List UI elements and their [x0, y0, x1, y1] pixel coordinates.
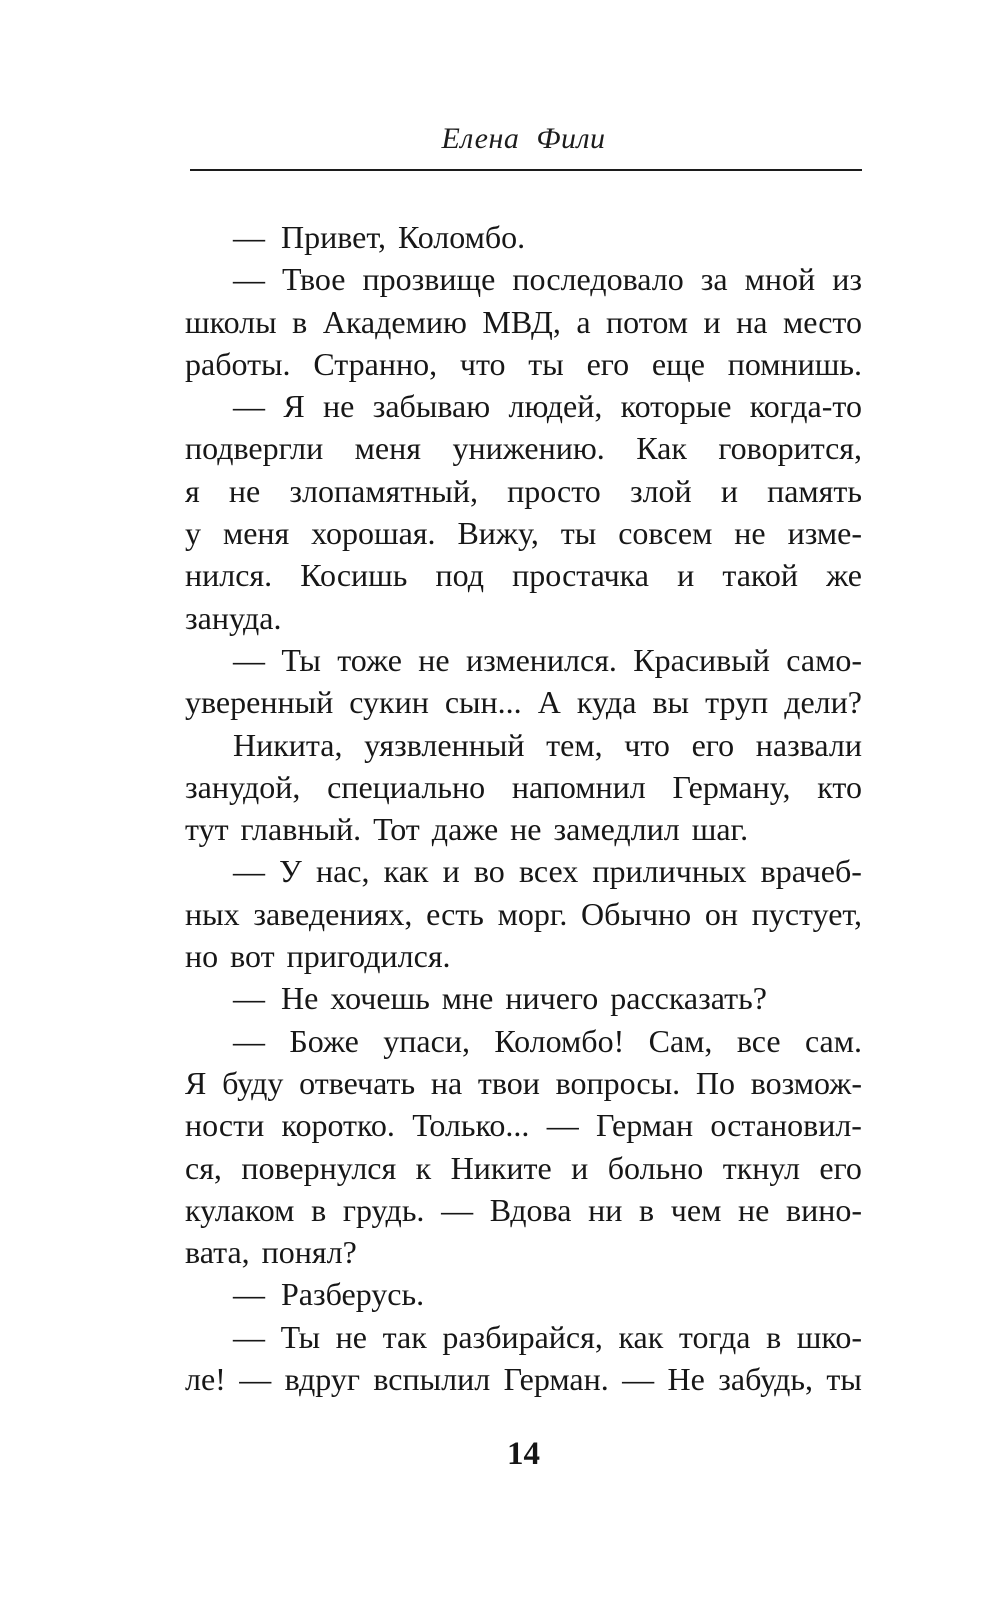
word: ных: [185, 895, 240, 932]
word: А: [537, 684, 561, 721]
word: остановил-: [710, 1107, 862, 1144]
word: Твое: [282, 261, 346, 298]
word: Никита,: [233, 726, 343, 763]
word: что: [624, 726, 670, 763]
word: —: [622, 1361, 655, 1398]
word: и: [571, 1149, 589, 1186]
text-line: [185, 554, 862, 596]
text-line: [185, 385, 862, 427]
word: я: [185, 472, 200, 509]
word: изменился.: [466, 641, 617, 678]
word: из: [832, 261, 862, 298]
word: его: [691, 726, 735, 763]
word: Герману,: [672, 768, 791, 805]
word: Не: [667, 1361, 705, 1398]
word: говорится,: [718, 430, 862, 467]
word: специально: [327, 768, 486, 805]
word: ты: [560, 515, 597, 552]
word: Вижу,: [457, 515, 539, 552]
text-line: но вот пригодился.: [185, 938, 451, 975]
word: не: [228, 472, 261, 509]
word: простачка: [512, 557, 649, 594]
word: Никите: [450, 1149, 552, 1186]
text-line: зануда.: [185, 599, 282, 636]
text-line: [185, 1358, 862, 1400]
text-line: [185, 766, 862, 808]
word: тем,: [546, 726, 603, 763]
word: дели?: [784, 684, 862, 721]
word: просто: [507, 472, 601, 509]
word: такой: [722, 557, 798, 594]
word: кто: [817, 768, 862, 805]
word: —: [233, 853, 265, 890]
word: кулаком: [185, 1191, 295, 1228]
word: школы: [185, 303, 277, 340]
text-line: — Не хочешь мне ничего рассказать?: [233, 980, 767, 1017]
word: хорошая.: [311, 515, 436, 552]
text-line: [185, 427, 862, 469]
word: унижению.: [452, 430, 605, 467]
header-rule: [190, 169, 862, 171]
word: не: [734, 515, 766, 552]
word: а: [576, 303, 591, 340]
word: —: [233, 1022, 265, 1059]
word: людей,: [508, 388, 603, 425]
word: мной: [744, 261, 816, 298]
word: ты: [528, 345, 564, 382]
word: все: [736, 1022, 781, 1059]
text-line: [185, 639, 862, 681]
word: в: [639, 1191, 655, 1228]
word: за: [700, 261, 728, 298]
text-line: [185, 681, 862, 723]
word: Я: [185, 1064, 207, 1101]
word: к: [415, 1149, 432, 1186]
word: он: [704, 895, 738, 932]
word: на: [430, 1064, 463, 1101]
word: как: [383, 853, 429, 890]
word: коротко.: [281, 1107, 395, 1144]
text-line: [185, 724, 862, 766]
word: Вдова: [489, 1191, 572, 1228]
word: совсем: [618, 515, 713, 552]
text-line: [185, 1104, 862, 1146]
word: его: [819, 1149, 862, 1186]
word: не: [418, 641, 450, 678]
word: Красивый: [633, 641, 770, 678]
word: труп: [705, 684, 769, 721]
word: нас,: [315, 853, 370, 890]
text-line: — Привет, Коломбо.: [233, 219, 526, 255]
word: прозвище: [362, 261, 496, 298]
word: больно: [607, 1149, 704, 1186]
text-line: — Разберусь.: [233, 1276, 425, 1313]
word: как: [618, 1318, 664, 1355]
word: тогда: [678, 1318, 751, 1355]
word: —: [233, 1318, 265, 1355]
text-line: [185, 512, 862, 554]
word: место: [782, 303, 862, 340]
text-line: [185, 1020, 862, 1062]
word: Сам,: [648, 1022, 713, 1059]
word: память: [767, 472, 862, 509]
text-line: вата, понял?: [185, 1234, 357, 1271]
word: так: [382, 1318, 427, 1355]
page-number: 14: [507, 1436, 540, 1472]
word: куда: [576, 684, 637, 721]
word: помнишь.: [727, 345, 862, 382]
word: Ты: [280, 1318, 321, 1355]
word: У: [279, 853, 302, 890]
word: потом: [606, 303, 688, 340]
word: его: [586, 345, 630, 382]
word: уверенный: [185, 684, 334, 721]
word: которые: [620, 388, 732, 425]
word: еще: [651, 345, 705, 382]
word: и: [720, 472, 738, 509]
word: ности: [185, 1107, 265, 1144]
word: пустует,: [751, 895, 862, 932]
word: морг.: [497, 895, 568, 932]
text-line: [185, 1316, 862, 1358]
word: на: [736, 303, 768, 340]
word: уязвленный: [364, 726, 525, 763]
text-line: тут главный. Тот даже не замедлил шаг.: [185, 811, 749, 848]
word: —: [233, 388, 265, 425]
word: вино-: [785, 1191, 862, 1228]
word: разбирайся,: [442, 1318, 603, 1355]
word: грудь.: [342, 1191, 425, 1228]
word: у: [185, 515, 201, 552]
text-line: [185, 470, 862, 512]
word: заведениях,: [253, 895, 413, 932]
word: меня: [354, 430, 421, 467]
word: приличных: [592, 853, 747, 890]
word: шко-: [796, 1318, 862, 1355]
word: в: [311, 1191, 327, 1228]
word: вспылил: [373, 1361, 491, 1398]
word: врачеб-: [760, 853, 862, 890]
word: —: [441, 1191, 474, 1228]
word: буду: [222, 1064, 284, 1101]
word: твои: [477, 1064, 540, 1101]
text-line: [185, 258, 862, 300]
word: во: [473, 853, 505, 890]
word: нился.: [185, 557, 273, 594]
word: Ты: [281, 641, 321, 678]
word: меня: [222, 515, 290, 552]
word: и: [703, 303, 721, 340]
running-header-author: Елена Фили: [441, 122, 606, 155]
word: подвергли: [185, 430, 324, 467]
word: По: [695, 1064, 735, 1101]
word: Герман.: [503, 1361, 609, 1398]
word: Странно,: [313, 345, 438, 382]
word: упаси,: [383, 1022, 470, 1059]
word: не: [335, 1318, 367, 1355]
text-line: [185, 1147, 862, 1189]
word: и: [677, 557, 695, 594]
word: работы.: [185, 345, 291, 382]
word: ты: [826, 1361, 862, 1398]
word: МВД,: [482, 303, 561, 340]
word: ткнул: [722, 1149, 800, 1186]
word: вдруг: [284, 1361, 360, 1398]
word: чем: [670, 1191, 722, 1228]
word: сам.: [804, 1022, 862, 1059]
word: —: [233, 261, 265, 298]
word: не: [737, 1191, 770, 1228]
word: ся,: [185, 1149, 222, 1186]
word: ле!: [185, 1361, 226, 1398]
word: Косишь: [300, 557, 408, 594]
text-line: [185, 1062, 862, 1104]
text-line: [185, 1189, 862, 1231]
word: сукин: [349, 684, 429, 721]
word: само-: [786, 641, 862, 678]
word: есть: [426, 895, 484, 932]
word: напомнил: [511, 768, 646, 805]
word: назвали: [755, 726, 862, 763]
word: тоже: [337, 641, 402, 678]
word: —: [239, 1361, 272, 1398]
word: и: [442, 853, 460, 890]
word: занудой,: [185, 768, 301, 805]
text-line: [185, 893, 862, 935]
word: когда-то: [749, 388, 862, 425]
word: Только...: [412, 1107, 530, 1144]
page-text: [185, 216, 862, 1400]
text-line: [185, 301, 862, 343]
word: Коломбо!: [494, 1022, 625, 1059]
word: повернулся: [241, 1149, 397, 1186]
word: же: [826, 557, 862, 594]
word: Я: [283, 388, 305, 425]
word: не: [323, 388, 355, 425]
word: злой: [629, 472, 692, 509]
word: вы: [652, 684, 690, 721]
word: ни: [588, 1191, 623, 1228]
word: возмож-: [750, 1064, 862, 1101]
word: —: [546, 1107, 579, 1144]
word: под: [435, 557, 485, 594]
text-line: [185, 343, 862, 385]
word: сын...: [444, 684, 522, 721]
word: забудь,: [718, 1361, 813, 1398]
word: Боже: [289, 1022, 359, 1059]
word: —: [233, 641, 265, 678]
word: злопамятный,: [289, 472, 478, 509]
word: что: [459, 345, 506, 382]
word: Как: [636, 430, 687, 467]
word: последовало: [512, 261, 684, 298]
word: отвечать: [299, 1064, 416, 1101]
word: в: [292, 303, 308, 340]
text-line: [185, 850, 862, 892]
word: Обычно: [581, 895, 692, 932]
word: забываю: [372, 388, 491, 425]
word: вопросы.: [555, 1064, 681, 1101]
word: в: [766, 1318, 782, 1355]
word: Академию: [322, 303, 467, 340]
word: всех: [518, 853, 579, 890]
word: изме-: [787, 515, 862, 552]
word: Герман: [595, 1107, 694, 1144]
